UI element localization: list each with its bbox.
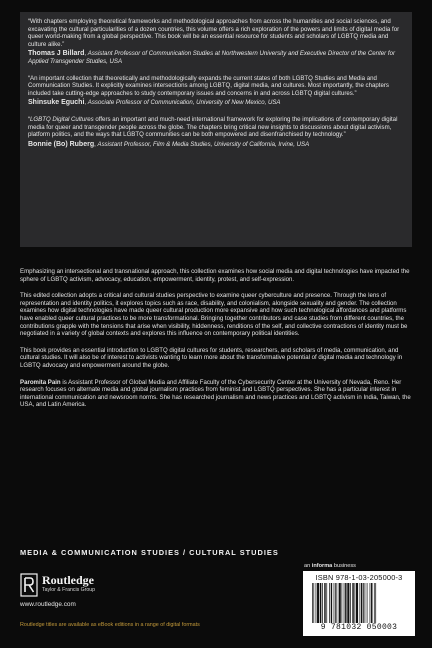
endorser-name-3: Bonnie (Bo) Ruberg xyxy=(28,140,95,148)
author-bio xyxy=(20,379,412,409)
endorsements-box xyxy=(20,12,412,247)
isbn-label: ISBN 978-1-03-205000-3 xyxy=(315,573,403,582)
barcode-box xyxy=(303,571,415,636)
description-paragraph-2: This edited collection adopts a critical and cultural studies perspective to examine queer cyberculture and presence. Through the lens of representation and identity politics, it explores topics such as race, disability, and colonialism, alongside sexuality and gender. The collection examines how digital technologies have made queer cultural production more expansive and how such technological affordances and platforms have enabled queer cultural practices to be more transformational. Bringing together contributors and case studies from different countries, the contributions grapple with the tensions that arise when visibility, hiddenness, renditions of the self, and collective contractions of identity must be negotiated in a variety of global contexts and explores this influence on contemporary political identities. xyxy=(20,292,408,338)
quote-open-mark: “ xyxy=(28,115,31,123)
author-name: Paromita Pain xyxy=(20,378,61,386)
informa-business-tag xyxy=(304,563,356,569)
author-bio-text: is Assistant Professor of Global Media and Affiliate Faculty of the Cybersecurity Center at the University of Nevada, Reno. Her research focuses on alternate media and global journalism practices from feminist and LGBTQ perspectives. She has a particular interest in international communication and newsroom norms. She has researched journalism and news practices and LGBTQ activism in India, Taiwan, the USA, and Latin America. xyxy=(20,378,411,409)
routledge-logo-icon xyxy=(20,573,38,597)
endorser-title-2: Associate Professor of Communication, University of New Mexico, USA xyxy=(87,99,281,107)
endorsement-attribution-2: Shinsuke Eguchi, Associate Professor of Communication, University of New Mexico, USA xyxy=(28,99,281,107)
endorser-name-2: Shinsuke Eguchi xyxy=(28,99,85,107)
endorsement-quote-2: “An important collection that theoretically and methodologically expands the current states of both LGBTQ Studies and Media and Communication Studies. It explicitly examines intersections among LGBTQ, digital media, and cultures. Most importantly, the chapters included take cutting-edge approaches to study contemporary issues and concerns in and across LGBTQ digital cultures.” xyxy=(28,74,389,97)
endorsement-attribution-3: Bonnie (Bo) Ruberg, Assistant Professor, Film & Media Studies, University of California, Irvine, USA xyxy=(28,140,310,148)
informa-suffix: business xyxy=(332,563,356,569)
endorsement-quote-3 xyxy=(28,116,404,139)
endorsement-quote-3-text: offers an important and much-need international framework for exploring the implications of contemporary digital media for queer and transgender people across the globe. The chapters bring critical new insights to discussions about digital activism, platform politics, and the ways that LGBTQ communities can be both empowered and disenfranchised by technology.” xyxy=(28,115,398,139)
description-paragraph-1: Emphasizing an intersectional and transnational approach, this collection examines how social media and digital technologies have impacted the sphere of LGBTQ activism, advocacy, education, empowerment, identity, protest, and self-expression. xyxy=(20,268,410,283)
endorsement-quote-1: “With chapters employing theoretical frameworks and methodological approaches from across the humanities and social sciences, and excavating the cultural particularities of a dozen countries, this volume offers a rich exploration of the powers and limits of digital media for queer world-making from a global perspective. This book will be an essential resource for students and scholars of LGBTQ media and culture alike.” xyxy=(28,18,400,48)
endorsement-attribution-1: Thomas J Billard, Assistant Professor of Communication Studies at Northwestern University and Executive Director of the Center for Applied Transgender Studies, USA xyxy=(28,50,395,65)
description-paragraph-3: This book provides an essential introduction to LGBTQ digital cultures for students, researchers, and scholars of media, communication, and cultural studies. It will also be of interest to activists wanting to learn more about the transformative potential of digital media and technology in LGBTQ advocacy and empowerment around the globe. xyxy=(20,346,403,369)
book-title-italic: LGBTQ Digital Cultures xyxy=(30,115,94,123)
barcode-digits: 9 781032 050003 xyxy=(320,623,398,632)
publisher-group: Taylor & Francis Group xyxy=(42,587,96,593)
publisher-website: www.routledge.com xyxy=(20,601,76,608)
endorser-title-1: Assistant Professor of Communication Studies at Northwestern University and Executive Director of the Center for Applied Transgender Studies, USA xyxy=(28,50,395,65)
informa-brand: informa xyxy=(311,563,333,569)
subject-category: MEDIA & COMMUNICATION STUDIES / CULTURAL STUDIES xyxy=(20,548,279,557)
endorser-name-1: Thomas J Billard xyxy=(28,50,85,58)
ebook-note: Routledge titles are available as eBook editions in a range of digital formats xyxy=(20,622,200,628)
book-description xyxy=(20,268,412,418)
informa-prefix: an xyxy=(304,563,312,569)
endorser-title-3: Assistant Professor, Film & Media Studies, University of California, Irvine, USA xyxy=(97,140,310,148)
publisher-name: Routledge xyxy=(42,573,94,587)
barcode-icon xyxy=(310,583,410,623)
